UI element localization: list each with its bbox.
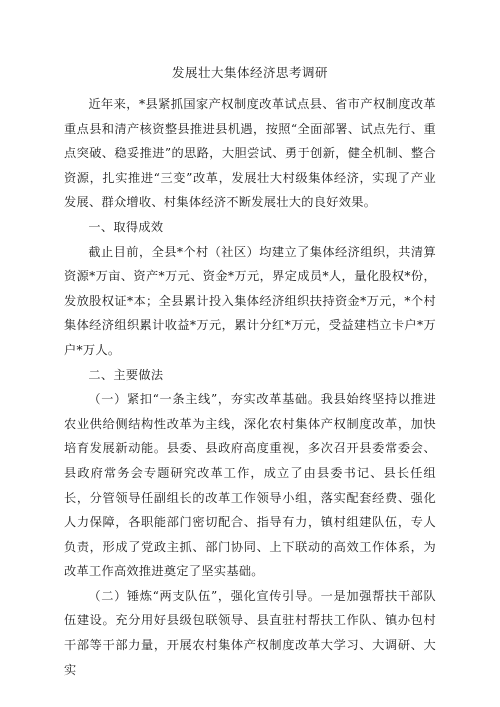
document-title: 发展壮大集体经济思考调研 (171, 65, 328, 80)
section-1-heading: 一、取得成效 (88, 219, 164, 234)
section-2-paragraph-1: （一）紧扣“一条主线”，夯实改革基础。我县始终坚持以推进农业供给侧结构性改革为主线，深化农村集体产权制度改革，加快培育发展新动能。县委、县政府高度重视，多次召开县委常委会、县政府常务会专题研究改革工作，成立了由县委书记、县长任组长，分管领导任副组长的改革工作领导小组，落实配套经费、强化人力保障，各职能部门密切配合、指导有力，镇村组建队伍，专人负责，形成了党政主抓、部门协同、上下联动的高效工作体系，为改革工作高效推进奠定了坚实基础。 (64, 392, 436, 579)
intro-paragraph: 近年来，*县紧抓国家产权制度改革试点县、省市产权制度改革重点县和清产核资整县推进县机遇，按照“全面部署、试点先行、重点突破、稳妥推进”的思路，大胆尝试、勇于创新，健全机制、整合资源，扎实推进“三变”改革，发展壮大村级集体经济，实现了产业发展、群众增收、村集体经济不断发展壮大的良好效果。 (64, 97, 436, 210)
section-2-heading: 二、主要做法 (88, 367, 164, 382)
section-1-paragraph: 截止目前，全县*个村（社区）均建立了集体经济组织，共清算资源*万亩、资产*万元、资金*万元，界定成员*人，量化股权*份，发放股权证*本；全县累计投入集体经济组织扶持资金*万元，*个村集体经济组织累计收益*万元，累计分红*万元，受益建档立卡户*万户*万人。 (64, 244, 436, 357)
section-2-paragraph-2: （二）锤炼“两支队伍”，强化宣传引导。一是加强帮扶干部队伍建设。充分用好县级包联领导、县直驻村帮扶工作队、镇办包村干部等干部力量，开展农村集体产权制度改革大学习、大调研、大实 (64, 588, 436, 677)
